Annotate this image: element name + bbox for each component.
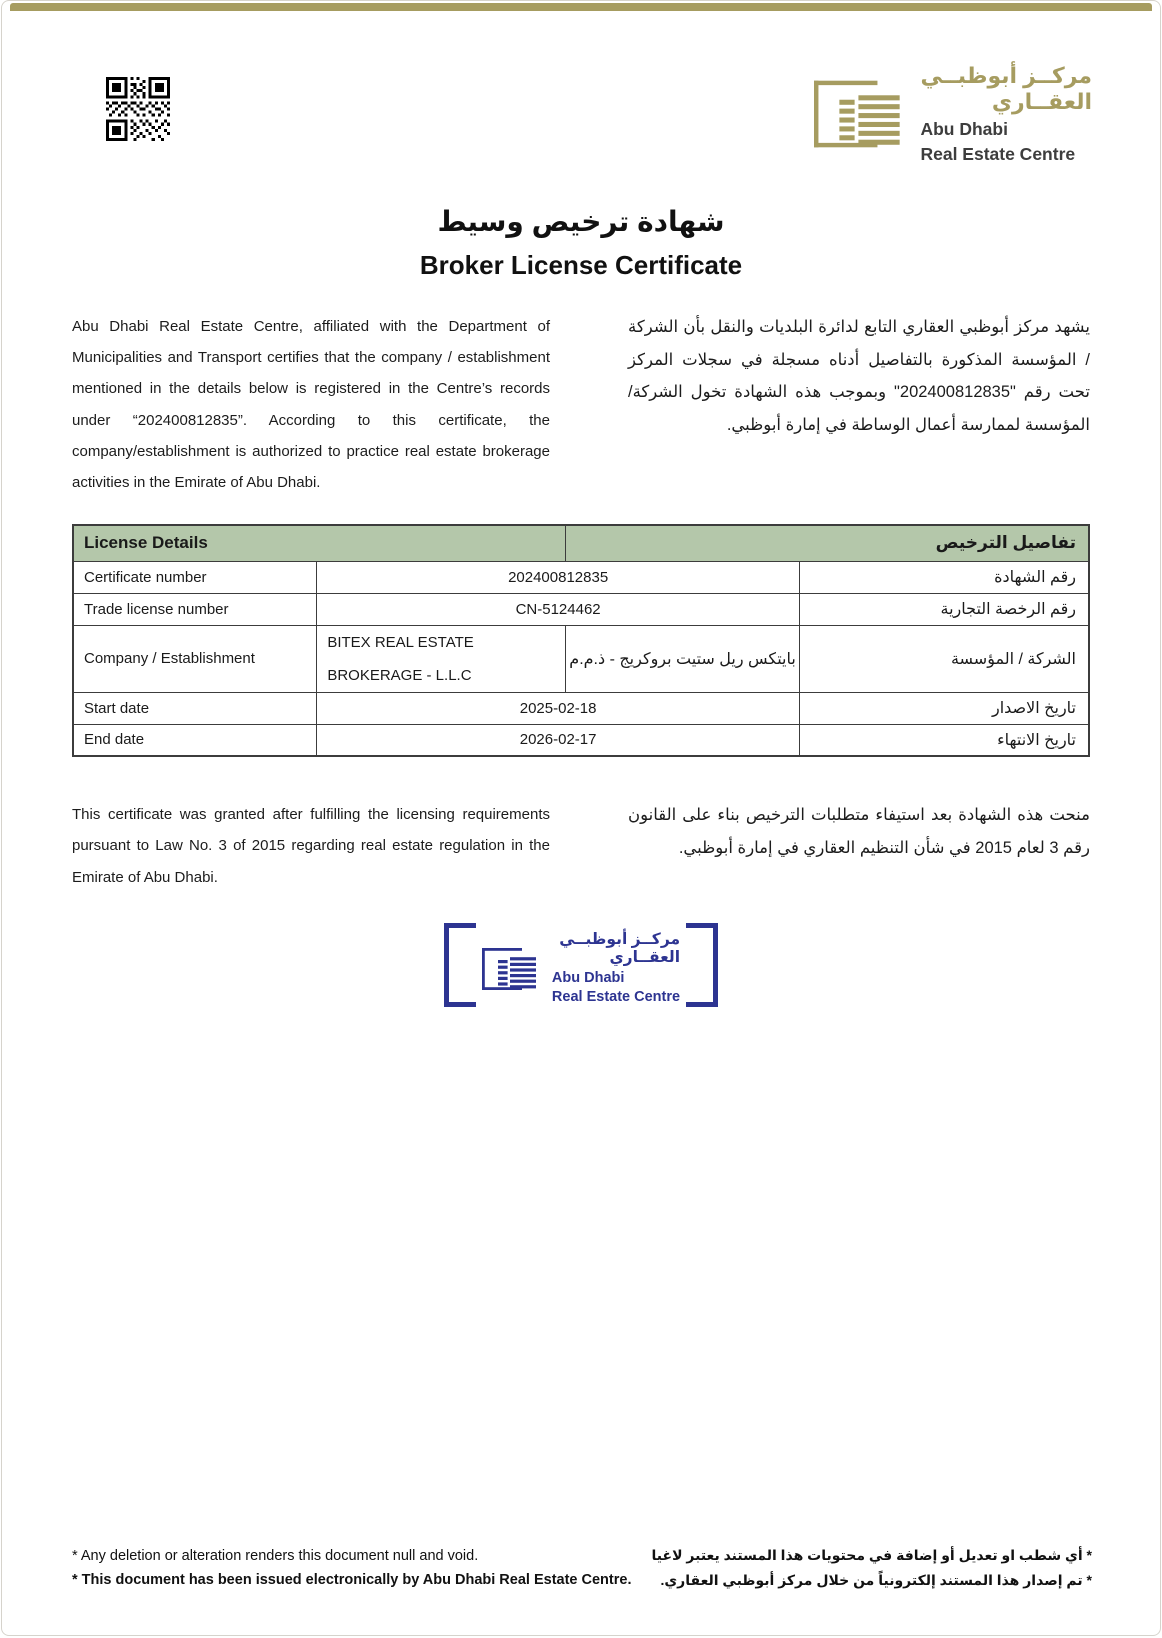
end-date-label-ar: تاريخ الانتهاء [799, 724, 1089, 756]
certificate-title-arabic: شهادة ترخيص وسيط [437, 206, 725, 237]
intro-section [2, 311, 1160, 498]
start-date-label-en: Start date [73, 692, 317, 724]
footer-notes [72, 1543, 1092, 1593]
certificate-number-label-en: Certificate number [73, 561, 317, 593]
start-date-label-ar: تاريخ الاصدار [799, 692, 1089, 724]
adrec-stamp-blue [444, 923, 718, 1015]
trade-license-label-en: Trade license number [73, 593, 317, 625]
certificate-number-label-ar: رقم الشهادة [799, 561, 1089, 593]
footer-english-note-2: * This document has been issued electronically by Abu Dhabi Real Estate Centre. [72, 1572, 632, 1589]
company-name-english: BITEX REAL ESTATE BROKERAGE - L.L.C [317, 625, 566, 692]
closing-paragraph-english: This certificate was granted after fulfilling the licensing requirements pursuant to Law No. 3 of 2015 regarding real estate regulation in the Emirate of Abu Dhabi. [72, 806, 550, 886]
logo-arabic-line2: العقــاري [991, 88, 1092, 114]
license-details-table [72, 524, 1090, 757]
closing-paragraph-arabic: منحت هذه الشهادة بعد استيفاء متطلبات الترخيص بناء على القانون رقم 3 لعام 2015 في شأن التنظيم العقاري في إمارة أبوظبي. [628, 806, 1090, 858]
logo-english-line2: Real Estate Centre [920, 143, 1076, 164]
stamp-right-bracket-icon [686, 923, 718, 1007]
license-table-wrap [2, 498, 1160, 757]
intro-paragraph-english: Abu Dhabi Real Estate Centre, affiliated with the Department of Municipalities and Transport certifies that the company / establishment mentioned in the details below is registered in the Centre’s records under “202400812835”. According to this certificate, the company/establishment is authorized to practice real estate brokerage activities in the Emirate of Abu Dhabi. [72, 318, 550, 491]
logo-arabic-line1: مركــز أبوظبــي [920, 63, 1092, 88]
company-name-arabic: بايتكس ريل ستيت بروكريج - ذ.م.م [566, 625, 800, 692]
stamp-left-bracket-icon [444, 923, 476, 1007]
table-row-trade-license [73, 593, 1089, 625]
company-label-en: Company / Establishment [73, 625, 317, 692]
footer-english-note-1: * Any deletion or alteration renders this document null and void. [72, 1547, 479, 1564]
start-date-value: 2025-02-18 [317, 692, 800, 724]
qr-code-icon [106, 77, 170, 141]
end-date-label-en: End date [73, 724, 317, 756]
stamp-logo-mark-icon [482, 941, 540, 997]
stamp-arabic-line1: مركــز أبوظبــي [559, 930, 681, 948]
trade-license-label-ar: رقم الرخصة التجارية [799, 593, 1089, 625]
closing-section [2, 799, 1160, 893]
certificate-number-value: 202400812835 [317, 561, 800, 593]
table-header-english: License Details [73, 525, 566, 561]
adrec-logo-gold [814, 63, 1092, 165]
footer-arabic-note-2: * تم إصدار هذا المستند إلكترونياً من خلال مركز أبوظبي العقاري. [660, 1571, 1092, 1588]
company-label-ar: الشركة / المؤسسة [799, 625, 1089, 692]
adrec-logo-mark-icon [814, 70, 906, 158]
end-date-value: 2026-02-17 [317, 724, 800, 756]
intro-paragraph-arabic: يشهد مركز أبوظبي العقاري التابع لدائرة البلديات والنقل بأن الشركة / المؤسسة المذكورة بالتفاصيل أدناه مسجلة في سجلات المركز تحت رقم "202400812835" وبموجب هذه الشهادة تخول الشركة/ المؤسسة لممارسة أعمال الوساطة في إمارة أبوظبي. [628, 318, 1090, 434]
table-header-arabic: تفاصيل الترخيص [566, 525, 1089, 561]
footer-arabic-note-1: * أي شطب او تعديل أو إضافة في محتويات هذا المستند يعتبر لاغيا [651, 1546, 1092, 1563]
trade-license-value: CN-5124462 [317, 593, 800, 625]
certificate-page [1, 0, 1161, 1636]
table-row-certificate-number [73, 561, 1089, 593]
stamp-english-line1: Abu Dhabi [551, 969, 625, 986]
table-row-start-date [73, 692, 1089, 724]
table-row-end-date [73, 724, 1089, 756]
certificate-title-english: Broker License Certificate [419, 250, 743, 280]
table-row-company [73, 625, 1089, 692]
logo-english-line1: Abu Dhabi [920, 118, 1008, 139]
stamp-english-line2: Real Estate Centre [551, 989, 681, 1006]
table-header-row [73, 525, 1089, 561]
stamp-arabic-line2: العقــاري [609, 949, 681, 967]
gold-top-border [10, 3, 1152, 11]
